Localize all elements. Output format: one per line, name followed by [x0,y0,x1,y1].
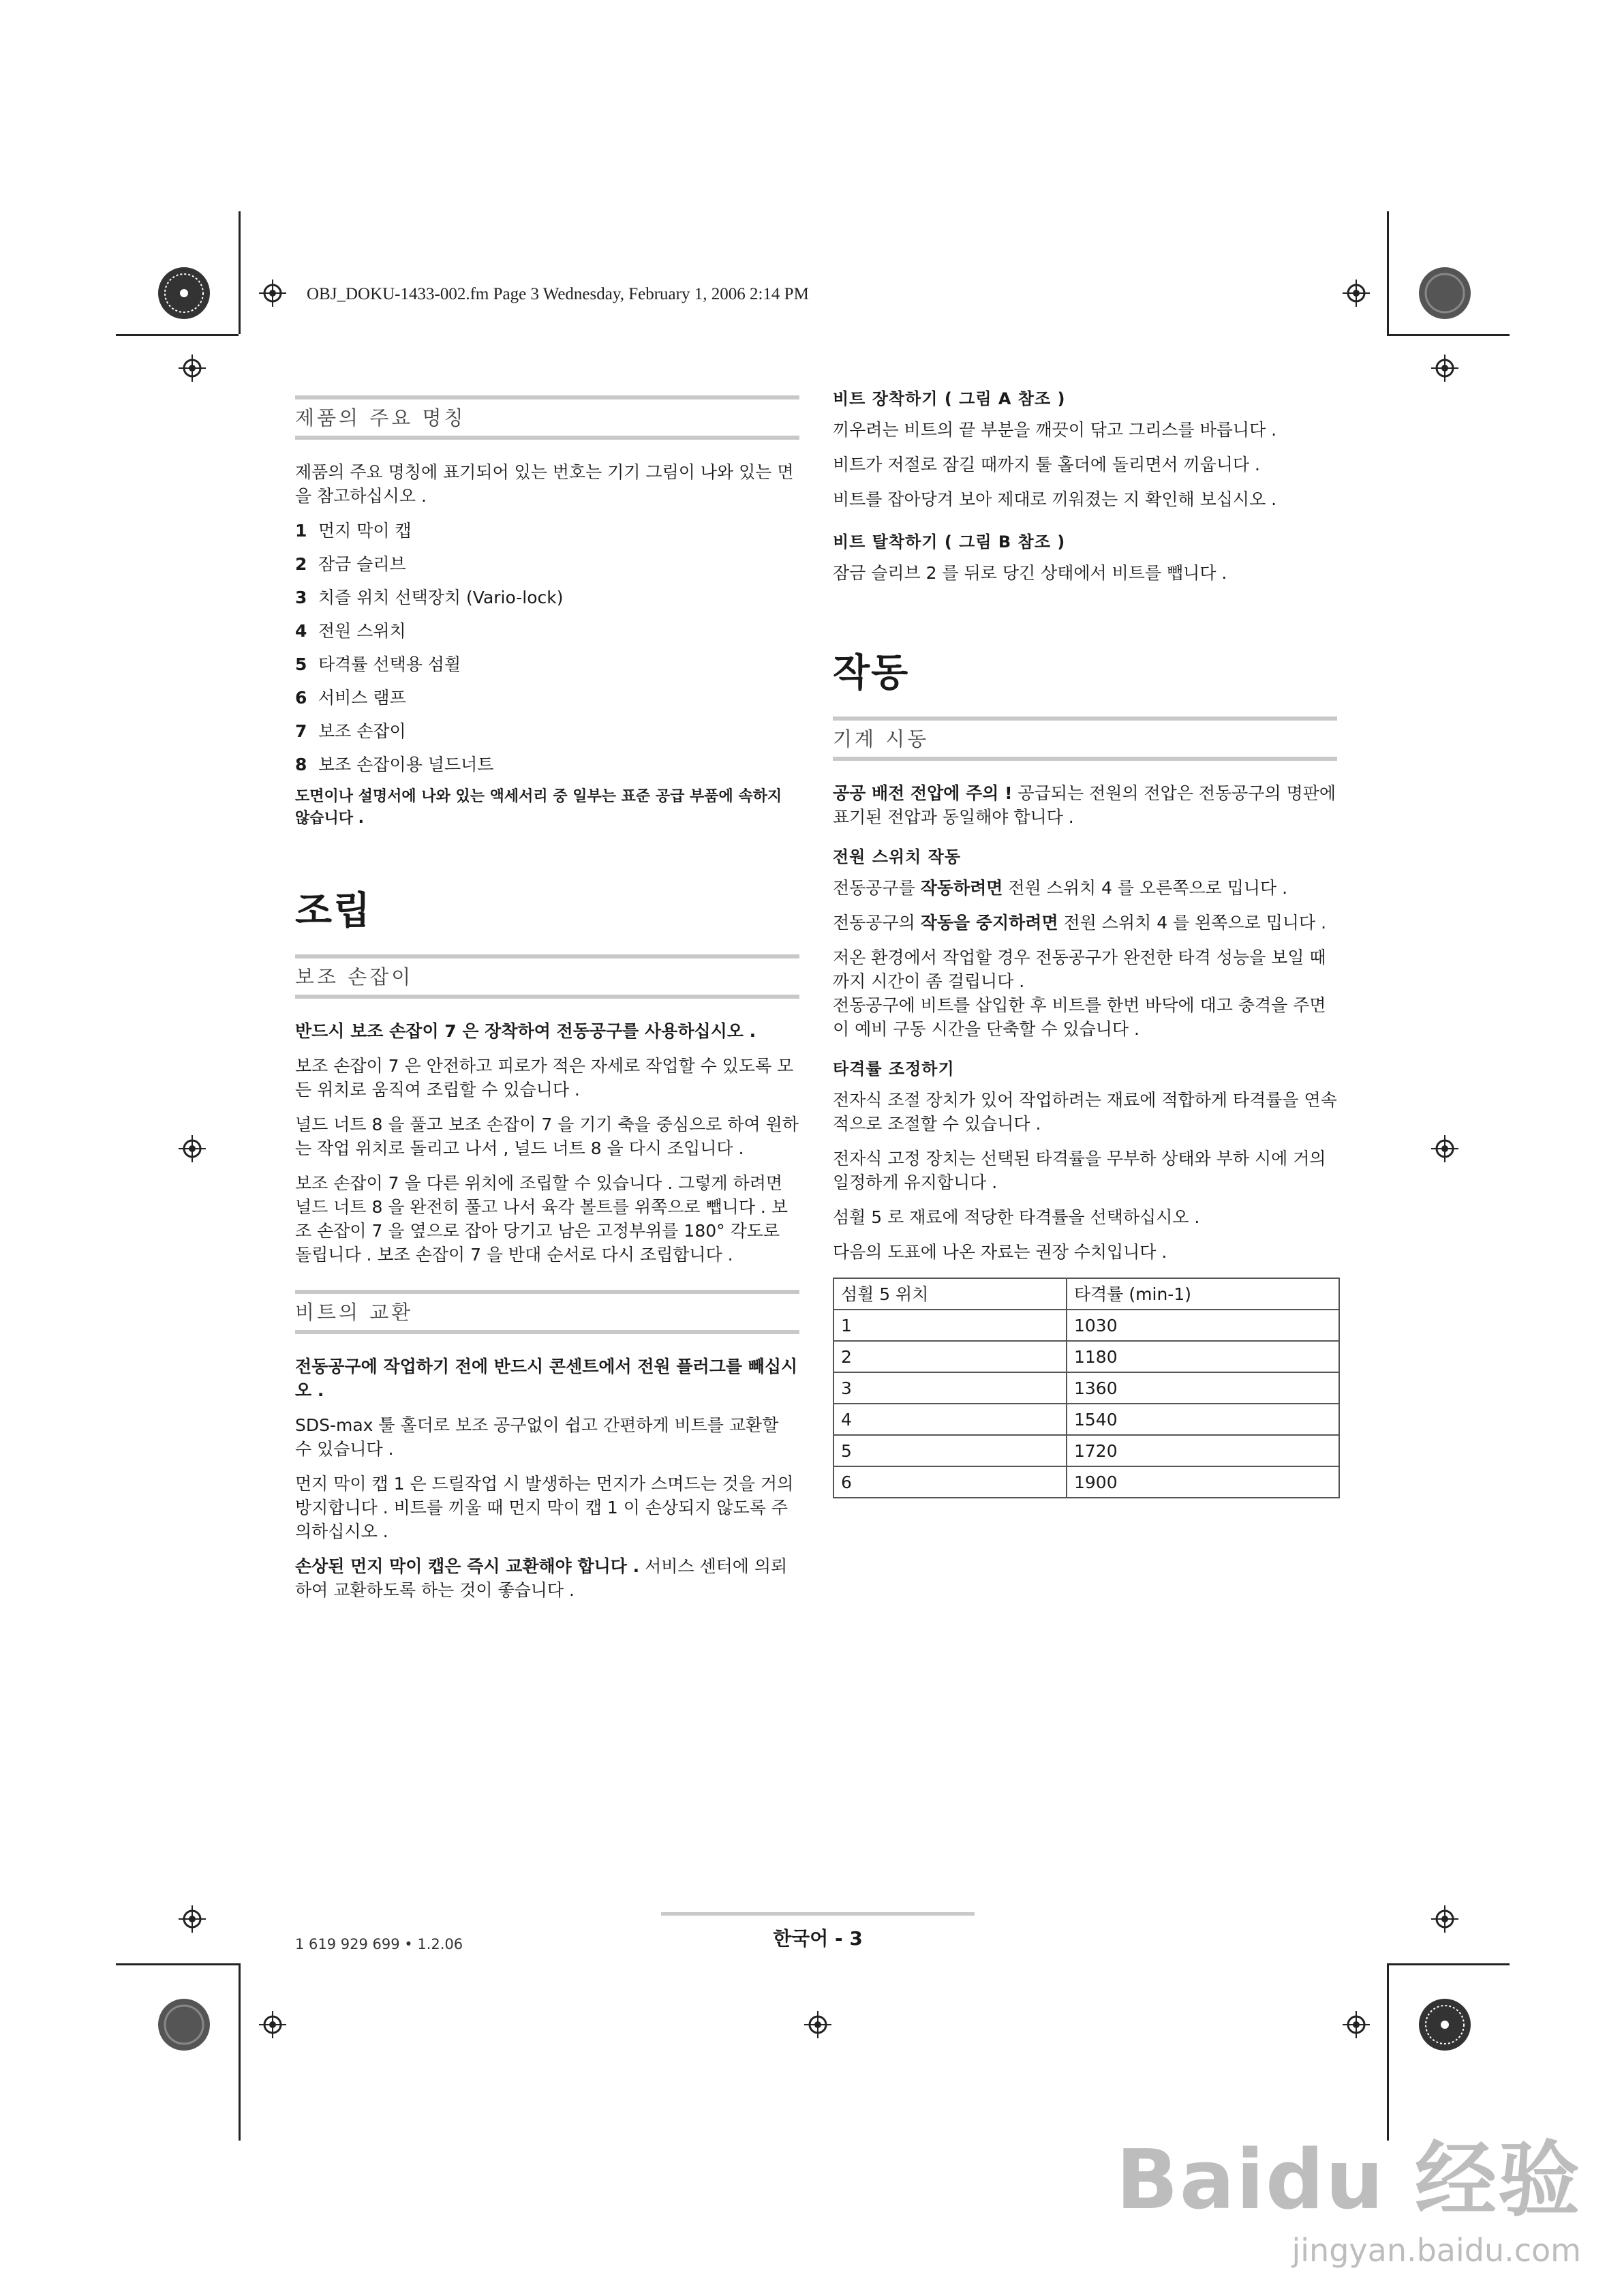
bit-change-section-title: 비트의 교환 [295,1290,799,1334]
crop-mark [1387,334,1510,336]
registration-rosette-icon [157,266,211,320]
left-column [295,395,799,1613]
text-run: 전원 스위치 4 를 왼쪽으로 밉니다 . [1058,913,1327,933]
watermark-logo: Baidu 经验 [1116,2133,1581,2228]
right-column [833,387,1337,1498]
part-number: 6 [295,688,307,708]
parts-section-title: 제품의 주요 명칭 [295,395,799,440]
doc-number: 1 619 929 699 • 1.2.06 [295,1936,463,1952]
thumbwheel-position-cell: 2 [833,1341,1067,1372]
impact-rate-cell: 1540 [1067,1404,1339,1435]
registration-rosette-icon [157,1997,211,2052]
aux-handle-paragraph: 보조 손잡이 7 을 다른 위치에 조립할 수 있습니다 . 그렇게 하려면 널드 너트 8 을 완전히 풀고 나서 육각 볼트를 위쪽으로 뺍니다 . 보조 손잡이 7 을 옆으로 잡아 당기고 남은 고정부위를 180° 각도로 돌립니다 . 보조 손잡이 7 을 반대 순서로 다시 조립합니다 . [295,1173,788,1265]
voltage-text: 공급되는 전원의 전압은 전동공구의 명판에 표기된 전압과 동일해야 합니다 . [833,783,1336,827]
startup-section-title: 기계 시동 [833,716,1337,761]
aux-handle-section-title: 보조 손잡이 [295,954,799,999]
table-row [833,1341,1339,1372]
accessory-note: 도면이나 설명서에 나와 있는 액세서리 중 일부는 표준 공급 부품에 속하지 않습니다 . [295,788,782,827]
thumbwheel-position-cell: 1 [833,1310,1067,1341]
crop-mark [239,1963,241,2141]
table-row [833,1466,1339,1498]
registration-crosshair-icon [259,2011,286,2038]
crop-mark [116,1963,239,1965]
table-row [833,1435,1339,1466]
bit-insert-heading: 비트 장착하기 ( 그림 A 참조 ) [833,389,1066,408]
impact-rate-cell: 1900 [1067,1466,1339,1498]
table-header-row [833,1278,1339,1310]
thumbwheel-position-cell: 5 [833,1435,1067,1466]
aux-handle-paragraph: 널드 너트 8 을 풀고 보조 손잡이 7 을 기기 축을 중심으로 하여 원하는 작업 위치로 돌리고 나서 , 널드 너트 8 을 다시 조입니다 . [295,1115,799,1158]
registration-rosette-icon [1418,1997,1472,2052]
bit-change-paragraph [295,1554,799,1602]
part-label: 서비스 램프 [318,688,406,708]
bit-change-paragraph: 먼지 막이 캡 1 은 드릴작업 시 발생하는 먼지가 스며드는 것을 거의 방지합니다 . 비트를 끼울 때 먼지 막이 캡 1 이 손상되지 않도록 주의하십시오 . [295,1474,794,1541]
switch-off-emphasis: 작동을 중지하려면 [920,913,1058,933]
cold-start-paragraph: 전동공구에 비트를 삽입한 후 비트를 한번 바닥에 대고 충격을 주면 이 예비 구동 시간을 단축할 수 있습니다 . [833,995,1326,1039]
registration-rosette-icon [1418,266,1472,320]
impact-rate-cell: 1720 [1067,1435,1339,1466]
crop-mark [1387,211,1389,334]
crop-mark [1387,1963,1510,1965]
file-header: OBJ_DOKU-1433-002.fm Page 3 Wednesday, February 1, 2006 2:14 PM [307,285,809,303]
baidu-watermark [1116,2115,1581,2269]
impact-rate-paragraph: 전자식 조절 장치가 있어 작업하려는 재료에 적합하게 타격률을 연속적으로 조절할 수 있습니다 . [833,1090,1337,1134]
registration-crosshair-icon [1431,354,1458,382]
registration-crosshair-icon [179,1135,206,1162]
list-item [295,552,799,576]
part-label: 보조 손잡이용 널드너트 [318,755,494,774]
aux-handle-warning: 반드시 보조 손잡이 7 은 장착하여 전동공구를 사용하십시오 . [295,1021,756,1041]
list-item [295,519,799,543]
table-row [833,1310,1339,1341]
text-run: 전동공구를 [833,878,921,898]
bit-insert-step: 비트를 잡아당겨 보아 제대로 끼워졌는 지 확인해 보십시오 . [833,489,1277,509]
part-label: 치즐 위치 선택장치 (Vario-lock) [318,588,564,607]
registration-crosshair-icon [259,280,286,307]
registration-crosshair-icon [179,1905,206,1933]
voltage-notice: 공공 배전 전압에 주의 ! [833,783,1013,803]
part-number: 2 [295,554,307,574]
impact-rate-cell: 1180 [1067,1341,1339,1372]
damaged-cap-notice: 손상된 먼지 막이 캡은 즉시 교환해야 합니다 . [295,1556,640,1576]
crop-mark [239,211,241,334]
crop-mark [116,334,239,336]
part-number: 3 [295,588,307,607]
switch-on-paragraph [833,876,1337,900]
part-number: 7 [295,721,307,741]
impact-rate-heading: 타격률 조정하기 [833,1059,955,1078]
part-label: 타격률 선택용 섬휠 [318,654,461,674]
registration-crosshair-icon [1431,1905,1458,1933]
thumbwheel-position-cell: 6 [833,1466,1067,1498]
registration-crosshair-icon [1431,1135,1458,1162]
impact-rate-paragraph: 전자식 고정 장치는 선택된 타격률을 무부하 상태와 부하 시에 거의 일정하게 유지합니다 . [833,1149,1326,1192]
switch-heading: 전원 스위치 작동 [833,847,961,866]
parts-intro: 제품의 주요 명칭에 표기되어 있는 번호는 기기 그림이 나와 있는 면을 참고하십시오 . [295,462,794,506]
watermark-url: jingyan.baidu.com [1291,2232,1581,2269]
table-row [833,1404,1339,1435]
list-item [295,686,799,710]
page-label: 한국어 - 3 [661,1912,975,1951]
bit-remove-step: 잠금 슬리브 2 를 뒤로 당긴 상태에서 비트를 뺍니다 . [833,563,1227,583]
part-number: 8 [295,755,307,774]
part-label: 보조 손잡이 [318,721,406,741]
bit-change-warning: 전동공구에 작업하기 전에 반드시 콘센트에서 전원 플러그를 빼십시오 . [295,1357,798,1400]
chapter-assembly: 조립 [295,889,372,933]
impact-rate-table [833,1278,1340,1498]
bit-insert-step: 끼우려는 비트의 끝 부분을 깨끗이 닦고 그리스를 바릅니다 . [833,420,1277,440]
registration-crosshair-icon [1343,2011,1370,2038]
impact-rate-cell: 1360 [1067,1372,1339,1404]
part-number: 5 [295,654,307,674]
part-label: 잠금 슬리브 [318,554,406,574]
list-item [295,719,799,743]
part-label: 먼지 막이 캡 [318,521,412,541]
bit-change-paragraph: SDS-max 툴 홀더로 보조 공구없이 쉽고 간편하게 비트를 교환할 수 있습니다 . [295,1415,779,1459]
table-row [833,1372,1339,1404]
voltage-paragraph [833,781,1337,829]
parts-list [295,519,799,776]
list-item [295,619,799,643]
chapter-operation: 작동 [833,651,910,695]
part-number: 4 [295,621,307,641]
thumbwheel-position-cell: 3 [833,1372,1067,1404]
registration-crosshair-icon [804,2011,831,2038]
crop-mark [1387,1963,1389,2141]
service-center-text: 서비스 센터에 의뢰하여 교환하도록 하는 것이 좋습니다 . [295,1556,788,1600]
thumbwheel-position-cell: 4 [833,1404,1067,1435]
impact-rate-paragraph: 섬휠 5 로 재료에 적당한 타격률을 선택하십시오 . [833,1207,1200,1227]
bit-insert-step: 비트가 저절로 잠길 때까지 툴 홀더에 돌리면서 끼웁니다 . [833,455,1260,474]
table-header-cell: 타격률 (min-1) [1067,1278,1339,1310]
impact-rate-cell: 1030 [1067,1310,1339,1341]
impact-rate-paragraph: 다음의 도표에 나온 자료는 권장 수치입니다 . [833,1242,1167,1262]
switch-off-paragraph [833,911,1337,935]
list-item [295,586,799,609]
cold-start-paragraph: 저온 환경에서 작업할 경우 전동공구가 완전한 타격 성능을 보일 때까지 시간이 좀 걸립니다 . [833,948,1326,991]
text-run: 전동공구의 [833,913,921,933]
registration-crosshair-icon [179,354,206,382]
part-number: 1 [295,521,307,541]
part-label: 전원 스위치 [318,621,406,641]
table-header-cell: 섬휠 5 위치 [833,1278,1067,1310]
list-item [295,753,799,776]
bit-remove-heading: 비트 탈착하기 ( 그림 B 참조 ) [833,532,1066,552]
aux-handle-paragraph: 보조 손잡이 7 은 안전하고 피로가 적은 자세로 작업할 수 있도록 모든 위치로 움직여 조립할 수 있습니다 . [295,1056,794,1100]
text-run: 전원 스위치 4 를 오른쪽으로 밉니다 . [1003,878,1288,898]
registration-crosshair-icon [1343,280,1370,307]
list-item [295,652,799,676]
switch-on-emphasis: 작동하려면 [920,878,1003,898]
